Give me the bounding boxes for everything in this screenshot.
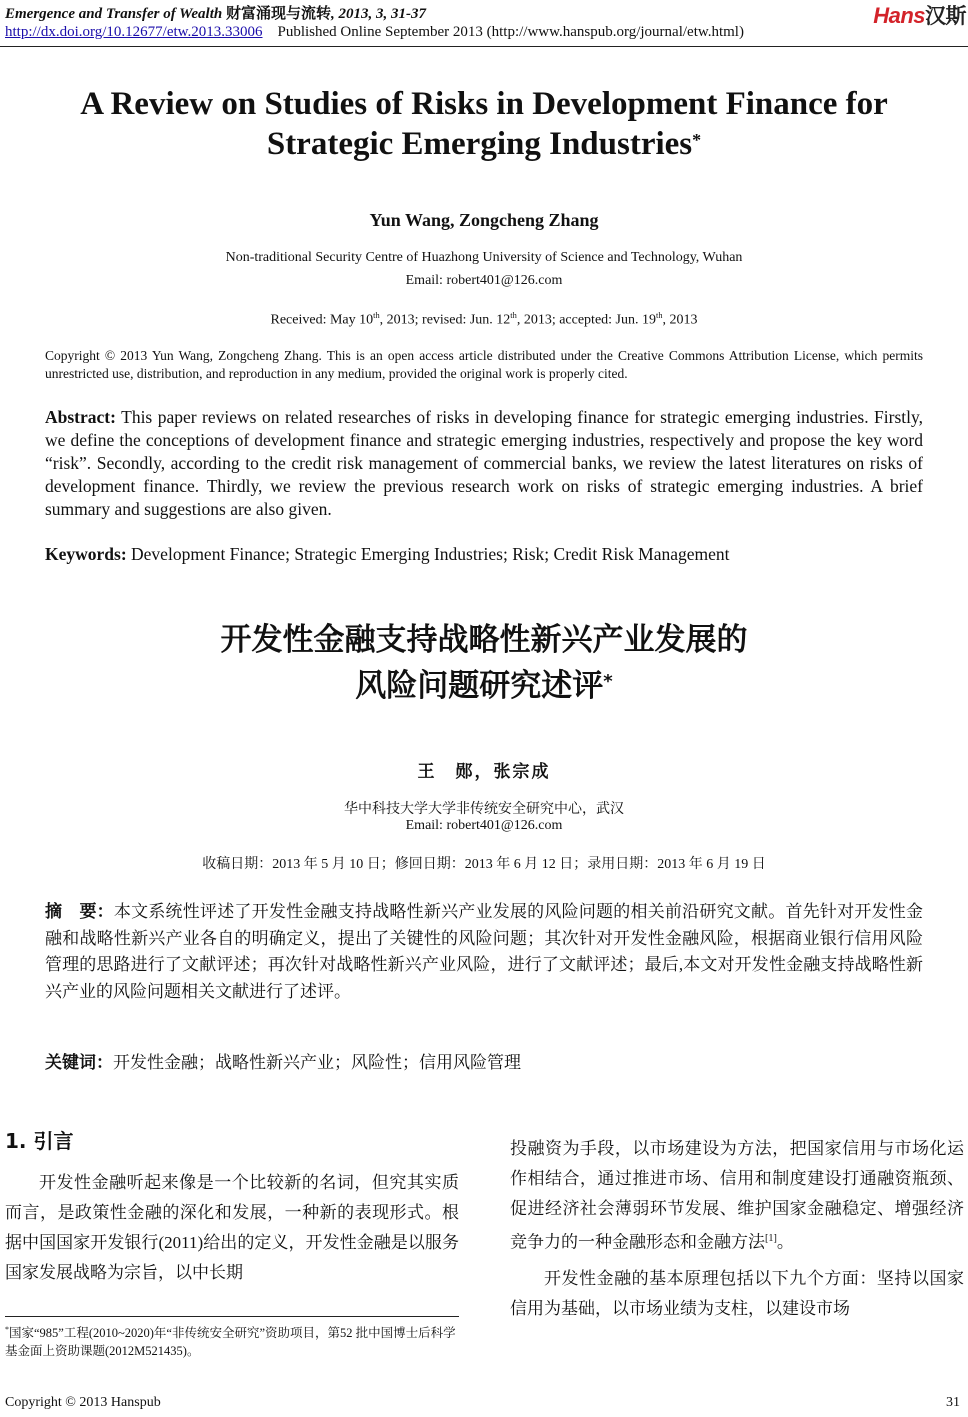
title-en-mark: * bbox=[692, 130, 702, 150]
paper-title-en bbox=[20, 84, 948, 164]
dates-cn: 收稿日期：2013 年 5 月 10 日；修回日期：2013 年 6 月 12 日；录用日期：2013 年 6 月 19 日 bbox=[202, 857, 766, 872]
paper-title-cn bbox=[0, 617, 968, 709]
year-part: , 2013 bbox=[662, 312, 698, 328]
citation-ref[interactable]: [1] bbox=[765, 1233, 777, 1244]
affiliation-en: Non-traditional Security Centre of Huazhong University of Science and Technology, Wuhan bbox=[225, 250, 743, 265]
ordinal-suffix: th bbox=[656, 311, 663, 320]
footnote-text: 国家“985”工程(2010~2020)年“非传统安全研究”资助项目，第52 批中国博士后科学基金面上资助课题(2012M521435)。 bbox=[5, 1326, 456, 1359]
body-column-left bbox=[5, 1168, 459, 1288]
body-paragraph bbox=[510, 1134, 964, 1258]
publication-info bbox=[5, 24, 744, 41]
abstract-cn bbox=[45, 899, 923, 1005]
published-online: Published Online September 2013 (http://www.hanspub.org/journal/etw.html) bbox=[277, 24, 744, 40]
hans-logo bbox=[873, 0, 966, 30]
abstract-cn-text: 本文系统性评述了开发性金融支持战略性新兴产业发展的风险问题的相关前沿研究文献。首先针对开发性金融和战略性新兴产业各自的明确定义，提出了关键性的风险问题；其次针对开发性金融风险，根据商业银行信用风险管理的思路进行了文献评述；再次针对战略性新兴产业风险，进行了文献评述；最后,本文对开发性金融支持战略性新兴产业的风险问题相关文献进行了述评。 bbox=[45, 902, 924, 1001]
journal-name-cn: 财富涌现与流转 bbox=[225, 6, 331, 22]
email-en: Email: robert401@126.com bbox=[405, 273, 563, 288]
email-cn: Email: robert401@126.com bbox=[405, 818, 563, 833]
ordinal-suffix: th bbox=[373, 311, 380, 320]
title-cn-line2-wrap bbox=[0, 663, 968, 709]
logo-text-cn: 汉斯 bbox=[925, 5, 966, 28]
authors-cn: 王 郧，张宗成 bbox=[417, 762, 551, 781]
footnote bbox=[5, 1321, 459, 1360]
authors-en: Yun Wang, Zongcheng Zhang bbox=[369, 210, 599, 230]
abstract-en bbox=[45, 406, 923, 521]
footnote-mark: * bbox=[5, 1325, 9, 1334]
logo-text-en: Hans bbox=[873, 3, 925, 28]
received-dates bbox=[0, 311, 968, 329]
revised-part: , 2013; revised: Jun. 12 bbox=[379, 312, 511, 328]
abstract-cn-label: 摘 要： bbox=[45, 902, 114, 922]
journal-issue: , 2013, 3, 31-37 bbox=[331, 6, 426, 22]
paragraph-end: 。 bbox=[776, 1232, 794, 1252]
abstract-label: Abstract: bbox=[45, 407, 116, 427]
title-cn-mark: * bbox=[603, 671, 613, 692]
section-heading-introduction: 1. 引言 bbox=[5, 1129, 74, 1153]
keywords-en bbox=[45, 544, 923, 565]
keywords-cn-label: 关键词： bbox=[45, 1053, 113, 1073]
title-cn-line2: 风险问题研究述评 bbox=[355, 668, 604, 704]
title-cn-line1: 开发性金融支持战略性新兴产业发展的 bbox=[220, 622, 748, 658]
page-number: 31 bbox=[946, 1395, 960, 1410]
journal-name-en: Emergence and Transfer of Wealth bbox=[5, 6, 223, 22]
received-part: Received: May 10 bbox=[270, 312, 374, 328]
header-divider bbox=[0, 46, 968, 47]
abstract-text: This paper reviews on related researches of risks in developing finance for strategic emerging industries. Firstly, we define the conceptions of development finance and strategic emerging industries, respectively and propose the key word “risk”. Secondly, according to the credit risk management of commercial banks, we review the latest literatures on risks of development finance. Thirdly, we review the previous research work on risks of strategic emerging industries. A brief summary and suggestions are also given. bbox=[45, 407, 924, 519]
paragraph-text: 投融资为手段，以市场建设为方法，把国家信用与市场化运作相结合，通过推进市场、信用和制度建设打通融资瓶颈、促进经济社会薄弱环节发展、维护国家金融稳定、增强经济竞争力的一种金融形态和金融方法 bbox=[510, 1139, 964, 1252]
body-column-right bbox=[510, 1134, 964, 1324]
keywords-text: Development Finance; Strategic Emerging Industries; Risk; Credit Risk Management bbox=[131, 544, 730, 564]
title-en-text: A Review on Studies of Risks in Development Finance for Strategic Emerging Industries bbox=[80, 86, 888, 162]
accepted-part: , 2013; accepted: Jun. 19 bbox=[516, 312, 656, 328]
body-paragraph: 开发性金融听起来像是一个比较新的名词，但究其实质而言，是政策性金融的深化和发展，一种新的表现形式。根据中国国家开发银行(2011)给出的定义，开发性金融是以服务国家发展战略为宗旨，以中长期 bbox=[5, 1173, 459, 1282]
footnote-divider bbox=[5, 1316, 459, 1317]
keywords-label: Keywords: bbox=[45, 544, 127, 564]
affiliation-cn: 华中科技大学大学非传统安全研究中心，武汉 bbox=[344, 802, 624, 817]
ordinal-suffix: th bbox=[510, 311, 517, 320]
doi-link[interactable]: http://dx.doi.org/10.12677/etw.2013.33006 bbox=[5, 24, 263, 40]
journal-header bbox=[5, 2, 426, 23]
keywords-cn bbox=[45, 1048, 923, 1073]
keywords-cn-text: 开发性金融；战略性新兴产业；风险性；信用风险管理 bbox=[113, 1053, 521, 1072]
copyright-notice: Copyright © 2013 Yun Wang, Zongcheng Zhang. This is an open access article distributed under the Creative Commons Attribution License, which permits unrestricted use, distribution, and reproduction in any medium, provided the original work is properly cited. bbox=[45, 348, 923, 381]
body-paragraph: 开发性金融的基本原理包括以下九个方面：坚持以国家信用为基础，以市场业绩为支柱，以建设市场 bbox=[510, 1268, 964, 1318]
footer-copyright: Copyright © 2013 Hanspub bbox=[5, 1395, 161, 1410]
